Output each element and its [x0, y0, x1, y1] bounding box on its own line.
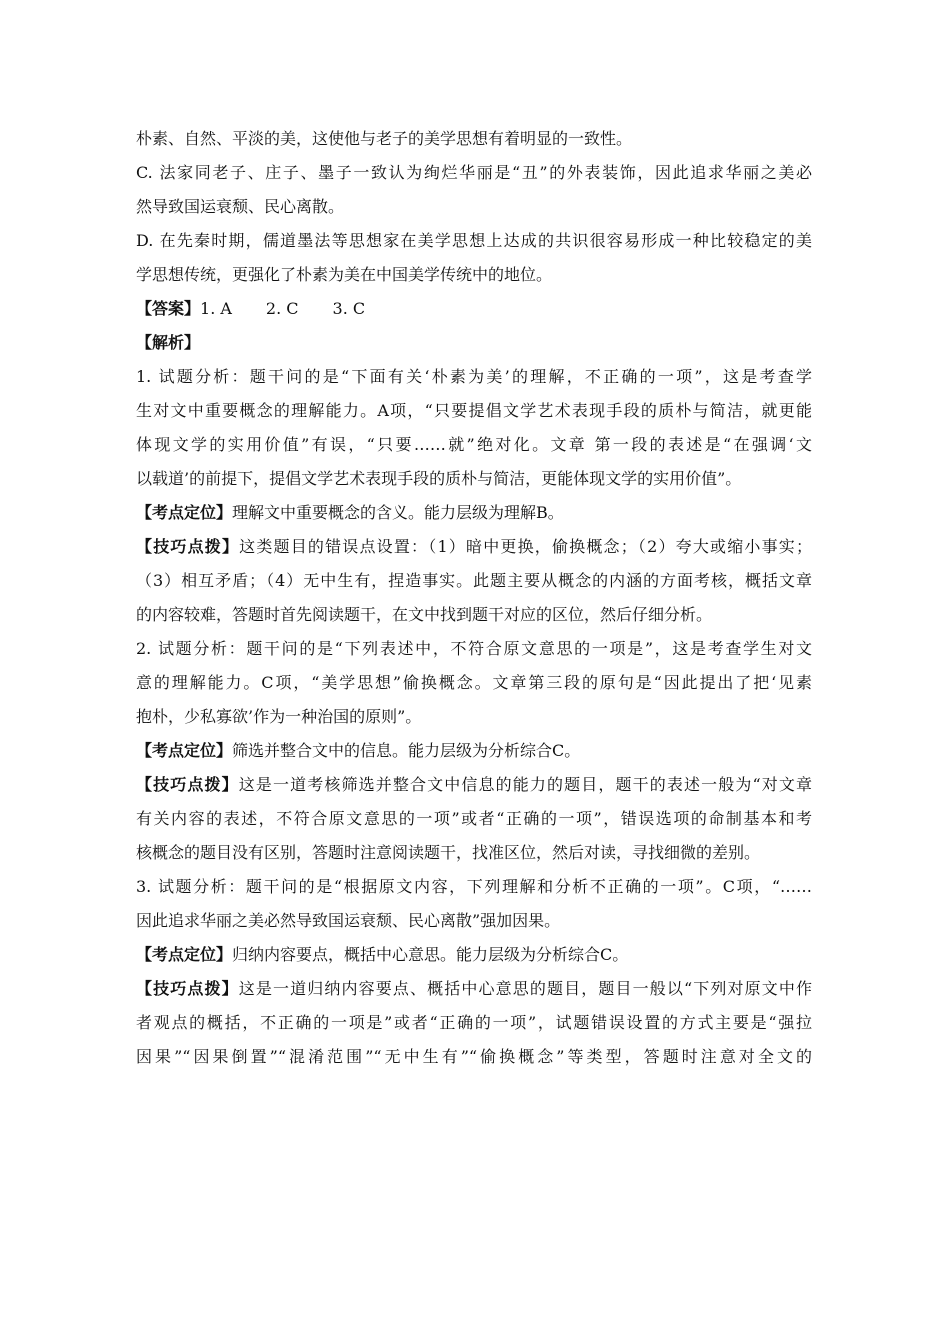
document-page: [136, 122, 812, 1074]
option-d-line-1: D. 在先秦时期，儒道墨法等思想家在美学思想上达成的共识很容易形成一种比较稳定的美: [136, 231, 812, 250]
jiqiao-1-line-3: 的内容较难，答题时首先阅读题干，在文中找到题干对应的区位，然后仔细分析。: [136, 605, 713, 624]
kaodian-line: [136, 734, 812, 768]
answer-item: 3. C: [332, 299, 366, 318]
analysis-2-line-2: 意的理解能力。C项，“美学思想”偷换概念。文章第三段的原句是“因此提出了把‘见素: [136, 673, 812, 692]
jiqiao-label: 【技巧点拨】: [136, 979, 239, 998]
kaodian-text: 筛选并整合文中的信息。能力层级为分析综合C。: [232, 741, 581, 760]
kaodian-label: 【考点定位】: [136, 741, 233, 760]
jiqiao-2-line-3: 核概念的题目没有区别，答题时注意阅读题干，找准区位，然后对读，寻找细微的差别。: [136, 843, 761, 862]
jiqiao-line: [136, 530, 812, 564]
jiqiao-label: 【技巧点拨】: [136, 775, 239, 794]
kaodian-line: [136, 938, 812, 972]
jiqiao-label: 【技巧点拨】: [136, 537, 240, 556]
answer-line: [136, 292, 812, 326]
answer-item: 1. A: [200, 299, 232, 318]
jiqiao-3-line-2: 者观点的概括，不正确的一项是”或者“正确的一项”，试题错误设置的方式主要是“强拉: [136, 1013, 812, 1032]
answer-label: 【答案】: [136, 299, 201, 318]
jiqiao-text: 这类题目的错误点设置：（1）暗中更换，偷换概念；（2）夸大或缩小事实；: [239, 537, 812, 556]
option-d-line-2: 学思想传统，更强化了朴素为美在中国美学传统中的地位。: [136, 265, 553, 284]
analysis-2-line-1: 2. 试题分析：题干问的是“下列表述中，不符合原文意思的一项是”，这是考查学生对文: [136, 639, 812, 658]
analysis-label: 【解析】: [136, 333, 201, 352]
jiqiao-text: 这是一道考核筛选并整合文中信息的能力的题目，题干的表述一般为“对文章: [238, 775, 812, 794]
analysis-1-line-3: 体现文学的实用价值”有误，“只要……就”绝对化。文章 第一段的表述是“在强调‘文: [136, 435, 812, 454]
kaodian-line: [136, 496, 812, 530]
jiqiao-2-line-2: 有关内容的表述，不符合原文意思的一项”或者“正确的一项”，错误选项的命制基本和考: [136, 809, 812, 828]
kaodian-label: 【考点定位】: [136, 945, 233, 964]
text-line: 朴素、自然、平淡的美，这使他与老子的美学思想有着明显的一致性。: [136, 129, 633, 148]
jiqiao-line: [136, 972, 812, 1006]
analysis-2-line-3: 抱朴，少私寡欲’作为一种治国的原则”。: [136, 707, 422, 726]
jiqiao-3-line-3: 因果”“因果倒置”“混淆范围”“无中生有”“偷换概念”等类型，答题时注意对全文的: [136, 1047, 812, 1066]
analysis-3-line-2: 因此追求华丽之美必然导致国运衰颓、民心离散”强加因果。: [136, 911, 561, 930]
jiqiao-line: [136, 768, 812, 802]
kaodian-label: 【考点定位】: [136, 503, 233, 522]
analysis-1-line-2: 生对文中重要概念的理解能力。A项，“只要提倡文学艺术表现手段的质朴与简洁，就更能: [136, 401, 812, 420]
jiqiao-text: 这是一道归纳内容要点、概括中心意思的题目，题目一般以“下列对原文中作: [238, 979, 812, 998]
analysis-3-line-1: 3. 试题分析：题干问的是“根据原文内容，下列理解和分析不正确的一项”。C项，“……: [136, 877, 812, 896]
jiqiao-1-line-2: （3）相互矛盾；（4）无中生有，捏造事实。此题主要从概念的内涵的方面考核，概括文章: [136, 571, 812, 590]
option-c-line-2: 然导致国运衰颓、民心离散。: [136, 197, 345, 216]
analysis-1-line-1: 1. 试题分析：题干问的是“下面有关‘朴素为美’的理解，不正确的一项”，这是考查学: [136, 367, 812, 386]
kaodian-text: 归纳内容要点，概括中心意思。能力层级为分析综合C。: [232, 945, 629, 964]
option-c-line-1: C. 法家同老子、庄子、墨子一致认为绚烂华丽是“丑”的外表装饰，因此追求华丽之美必: [136, 163, 812, 182]
answer-item: 2. C: [265, 299, 299, 318]
analysis-1-line-4: 以载道’的前提下，提倡文学艺术表现手段的质朴与简洁，更能体现文学的实用价值”。: [136, 469, 742, 488]
kaodian-text: 理解文中重要概念的含义。能力层级为理解B。: [232, 503, 564, 522]
